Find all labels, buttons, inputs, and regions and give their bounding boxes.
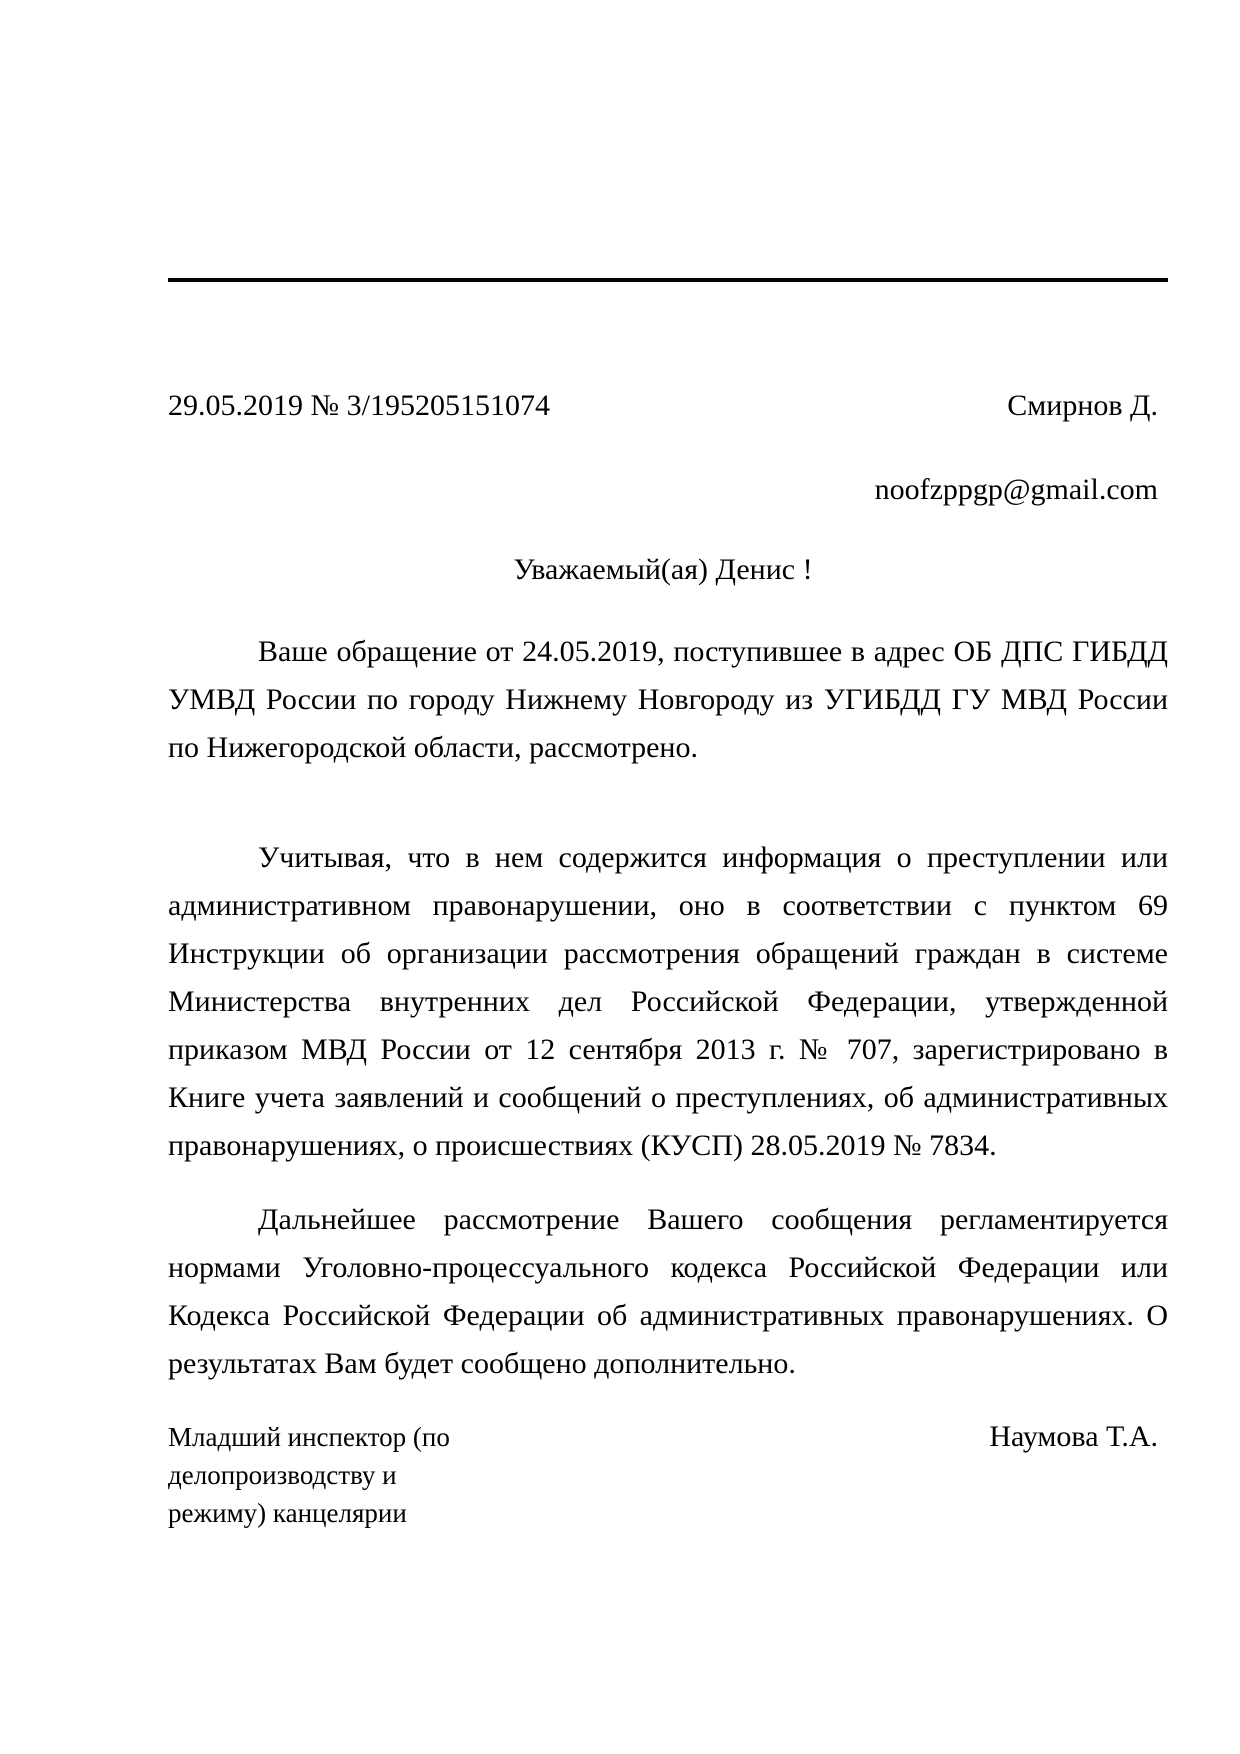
letter-body	[168, 628, 1168, 1388]
signature-position-title: Младший инспектор (по делопроизводству и режиму) канцелярии	[168, 1422, 450, 1528]
signature-block	[168, 1418, 1158, 1532]
body-paragraph: Ваше обращение от 24.05.2019, поступившее в адрес ОБ ДПС ГИБДД УМВД России по городу Нижнему Новгороду из УГИБДД ГУ МВД России по Нижегородской области, рассмотрено.	[168, 635, 1168, 764]
signature-name: Наумова Т.А.	[989, 1420, 1158, 1453]
header-divider-rule	[168, 278, 1168, 282]
recipient-name: Смирнов Д.	[1007, 389, 1158, 422]
recipient-email-row	[168, 472, 1158, 508]
reference-row	[168, 388, 1158, 424]
recipient-email: noofzppgp@gmail.com	[874, 473, 1158, 506]
body-paragraph: Дальнейшее рассмотрение Вашего сообщения регламентируется нормами Уголовно-процессуального кодекса Российской Федерации или Кодекса Российской Федерации об административных правонарушениях. О результатах Вам будет сообщено дополнительно.	[168, 1203, 1168, 1380]
body-paragraph: Учитывая, что в нем содержится информация о преступлении или административном правонарушении, оно в соответствии с пунктом 69 Инструкции об организации рассмотрения обращений граждан в системе Министерства внутренних дел Российской Федерации, утвержденной приказом МВД России от 12 сентября 2013 г. № 707, зарегистрировано в Книге учета заявлений и сообщений о преступлениях, об административных правонарушениях, о происшествиях (КУСП) 28.05.2019 № 7834.	[168, 841, 1168, 1162]
salutation: Уважаемый(ая) Денис !	[513, 553, 813, 586]
reference-number: 29.05.2019 № 3/195205151074	[168, 389, 550, 422]
